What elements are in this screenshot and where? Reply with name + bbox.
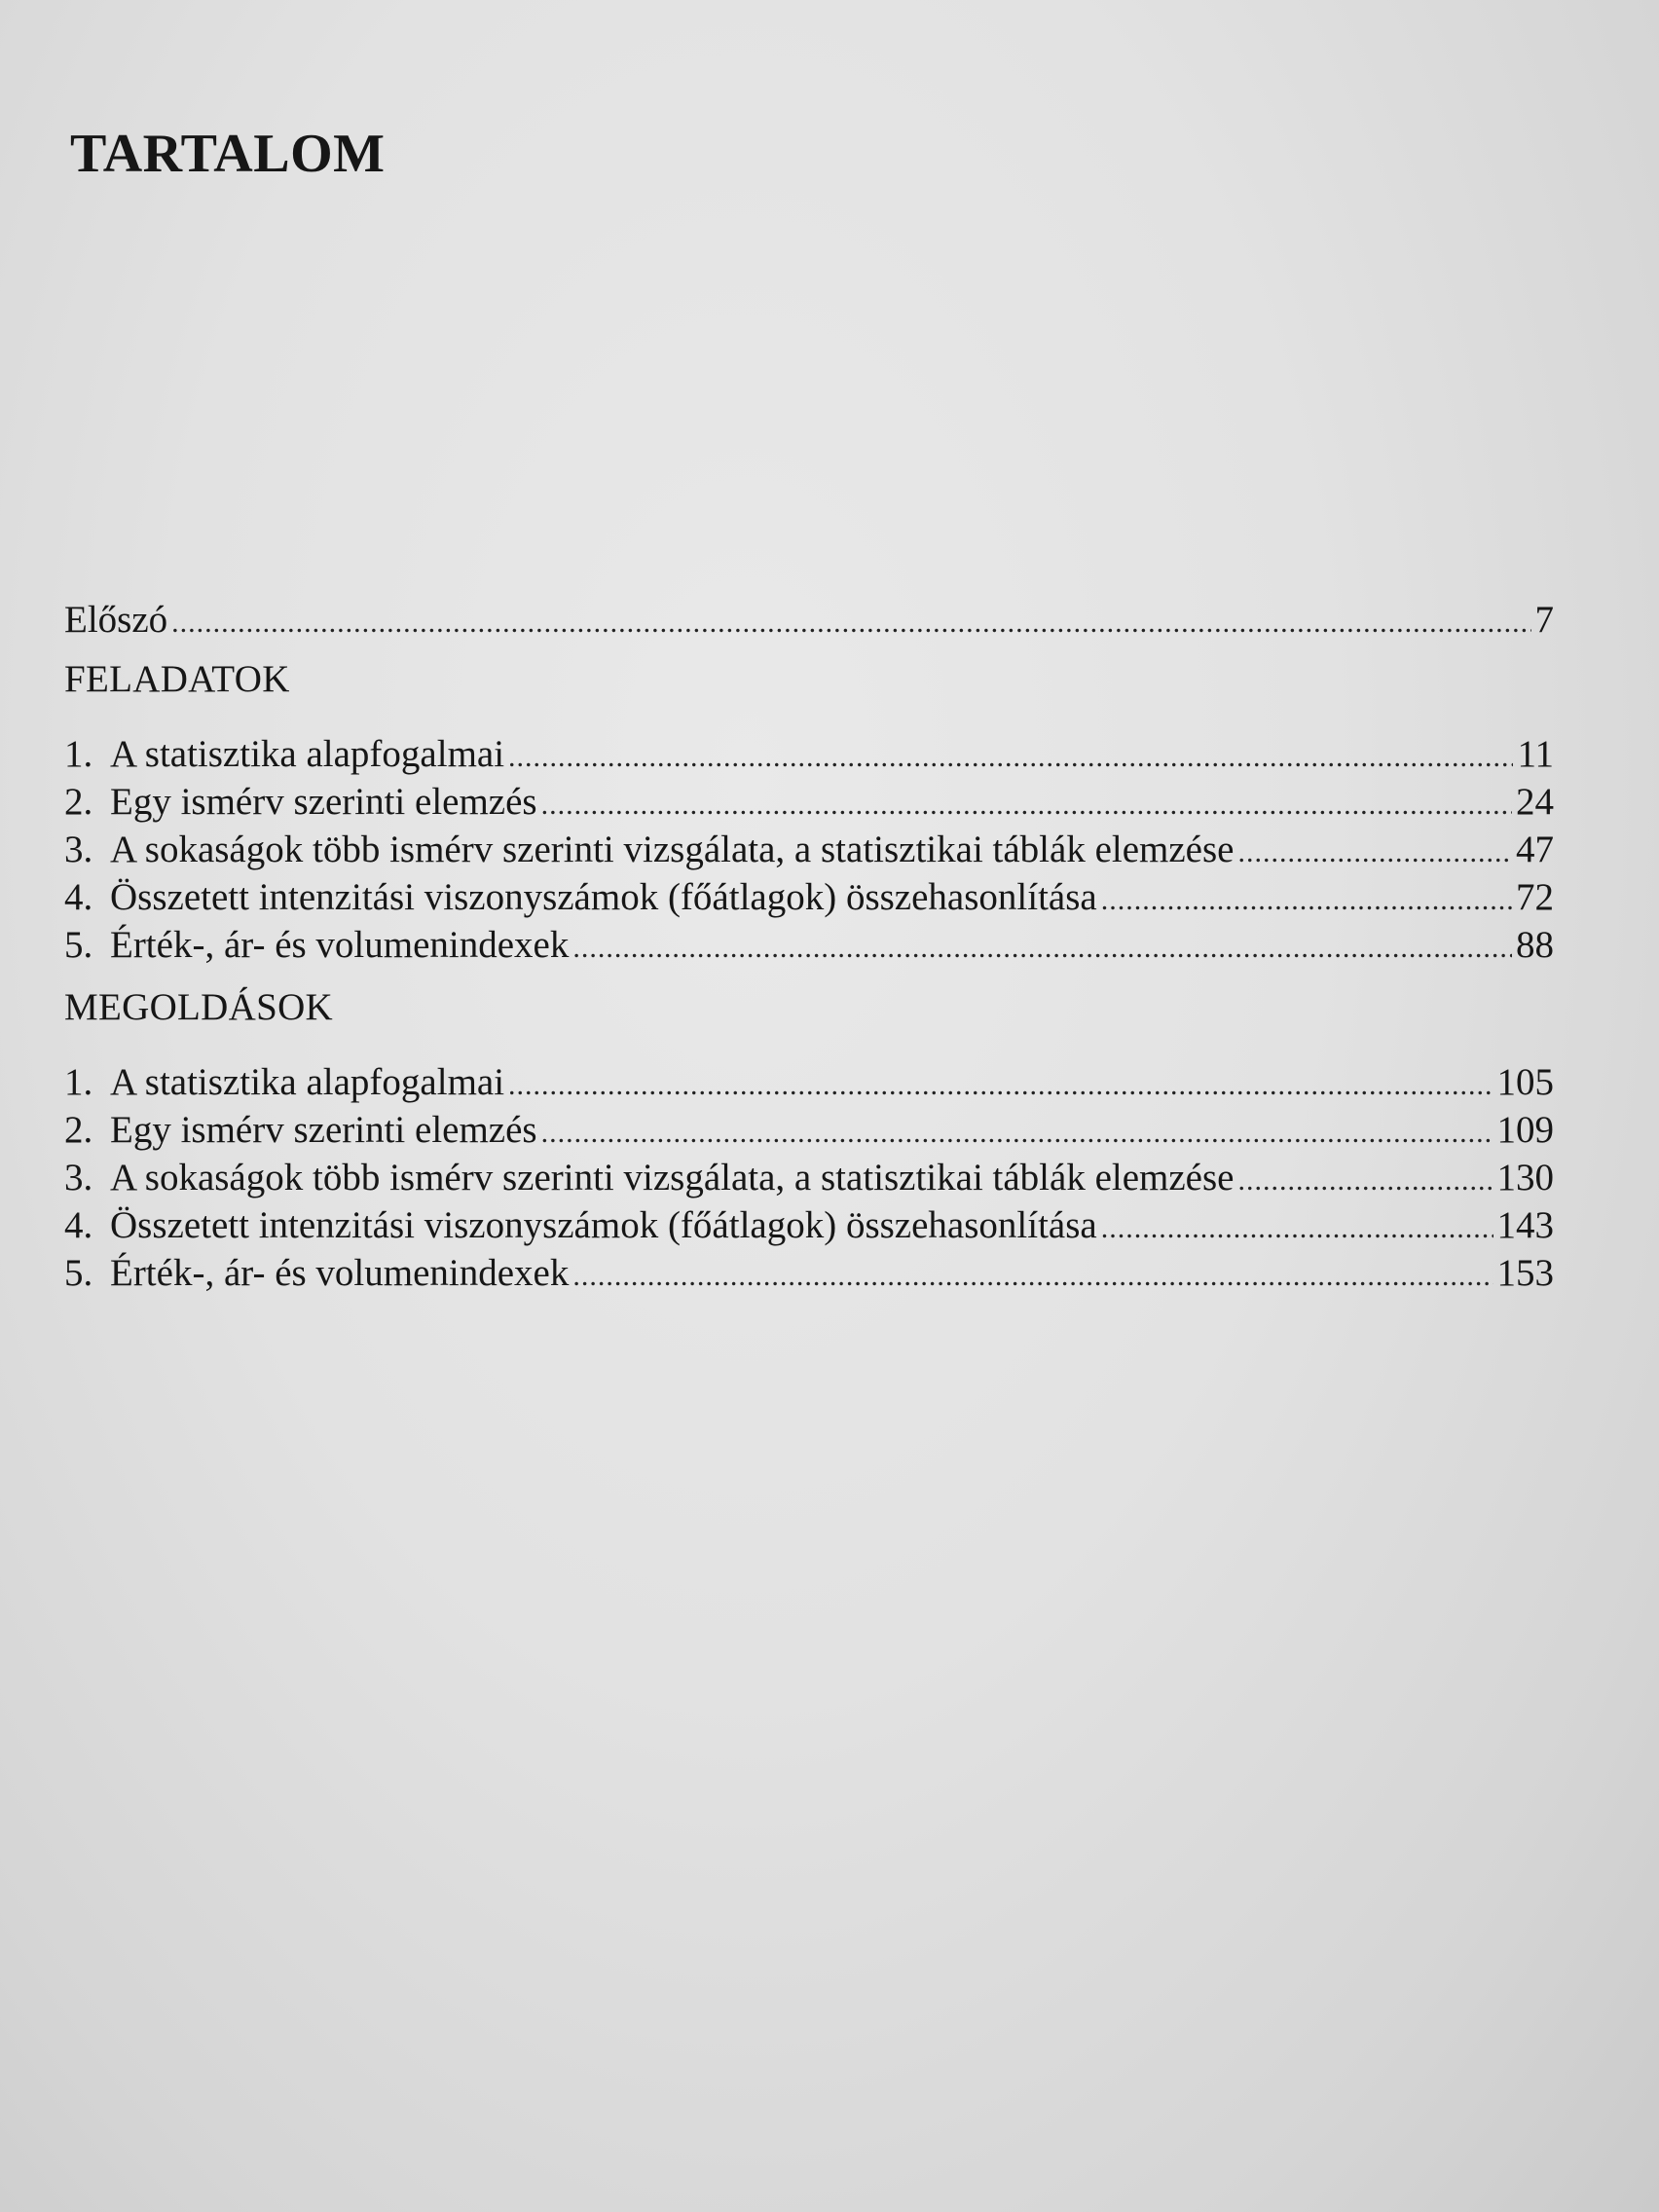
toc-entry bbox=[64, 1249, 1554, 1297]
toc-entry bbox=[64, 1154, 1554, 1201]
section-heading-feladatok: FELADATOK bbox=[64, 658, 290, 700]
toc-entry-number: 5. bbox=[64, 924, 93, 966]
toc-entry-text: A sokaságok több ismérv szerinti vizsgálata, a statisztikai táblák elemzése bbox=[110, 829, 1235, 870]
toc-entry-number: 4. bbox=[64, 876, 93, 918]
dot-leader bbox=[171, 599, 1530, 646]
toc-entry-text: Érték-, ár- és volumenindexek bbox=[110, 1252, 570, 1294]
toc-entry bbox=[64, 873, 1554, 921]
toc-entry-number: 3. bbox=[64, 1157, 93, 1198]
toc-entry-text: Egy ismérv szerinti elemzés bbox=[110, 1109, 537, 1151]
dot-leader bbox=[572, 1252, 1493, 1300]
toc-entry-text: A sokaságok több ismérv szerinti vizsgálata, a statisztikai táblák elemzése bbox=[110, 1157, 1235, 1198]
dot-leader bbox=[508, 1061, 1493, 1109]
toc-entry-text: A statisztika alapfogalmai bbox=[110, 1061, 505, 1103]
section-heading-megoldasok: MEGOLDÁSOK bbox=[64, 986, 333, 1028]
toc-entry-text: Összetett intenzitási viszonyszámok (főátlagok) összehasonlítása bbox=[110, 876, 1097, 918]
toc-entry bbox=[64, 1201, 1554, 1249]
toc-page-number: 47 bbox=[1516, 829, 1554, 870]
dot-leader bbox=[572, 924, 1512, 972]
toc-entry-number: 4. bbox=[64, 1204, 93, 1246]
toc-page-number: 153 bbox=[1496, 1252, 1554, 1294]
toc-page-number: 24 bbox=[1516, 781, 1554, 823]
toc-page-number: 88 bbox=[1516, 924, 1554, 966]
toc-entry-text: A statisztika alapfogalmai bbox=[110, 733, 505, 775]
toc-entry-number: 2. bbox=[64, 1109, 93, 1151]
toc-entry-number: 1. bbox=[64, 733, 93, 775]
toc-entry bbox=[64, 921, 1554, 969]
dot-leader bbox=[1237, 829, 1512, 876]
toc-entry-preface bbox=[64, 596, 1554, 644]
toc-page-number: 109 bbox=[1496, 1109, 1554, 1151]
toc-entry-number: 3. bbox=[64, 829, 93, 870]
toc-entry-text: Érték-, ár- és volumenindexek bbox=[110, 924, 570, 966]
toc-page-number: 7 bbox=[1534, 599, 1554, 641]
toc-page-number: 11 bbox=[1517, 733, 1554, 775]
toc-entry-number: 1. bbox=[64, 1061, 93, 1103]
toc-entry bbox=[64, 826, 1554, 873]
toc-entry bbox=[64, 778, 1554, 826]
toc-entry-number: 5. bbox=[64, 1252, 93, 1294]
dot-leader bbox=[1101, 1204, 1493, 1252]
page-title: TARTALOM bbox=[70, 124, 386, 184]
toc-entry-text: Egy ismérv szerinti elemzés bbox=[110, 781, 537, 823]
toc-page-number: 130 bbox=[1496, 1157, 1554, 1198]
dot-leader bbox=[541, 1109, 1493, 1157]
dot-leader bbox=[1101, 876, 1512, 924]
dot-leader bbox=[1237, 1157, 1493, 1204]
toc-entry-text: Összetett intenzitási viszonyszámok (főátlagok) összehasonlítása bbox=[110, 1204, 1097, 1246]
toc-entry-number: 2. bbox=[64, 781, 93, 823]
dot-leader bbox=[541, 781, 1512, 829]
toc-entry-text: Előszó bbox=[64, 599, 168, 641]
toc-entry bbox=[64, 1058, 1554, 1106]
toc-page-number: 72 bbox=[1516, 876, 1554, 918]
toc-page-number: 143 bbox=[1496, 1204, 1554, 1246]
toc-entry bbox=[64, 1106, 1554, 1154]
table-of-contents bbox=[64, 596, 1554, 1297]
toc-entry bbox=[64, 730, 1554, 778]
dot-leader bbox=[508, 733, 1513, 781]
toc-page-number: 105 bbox=[1496, 1061, 1554, 1103]
